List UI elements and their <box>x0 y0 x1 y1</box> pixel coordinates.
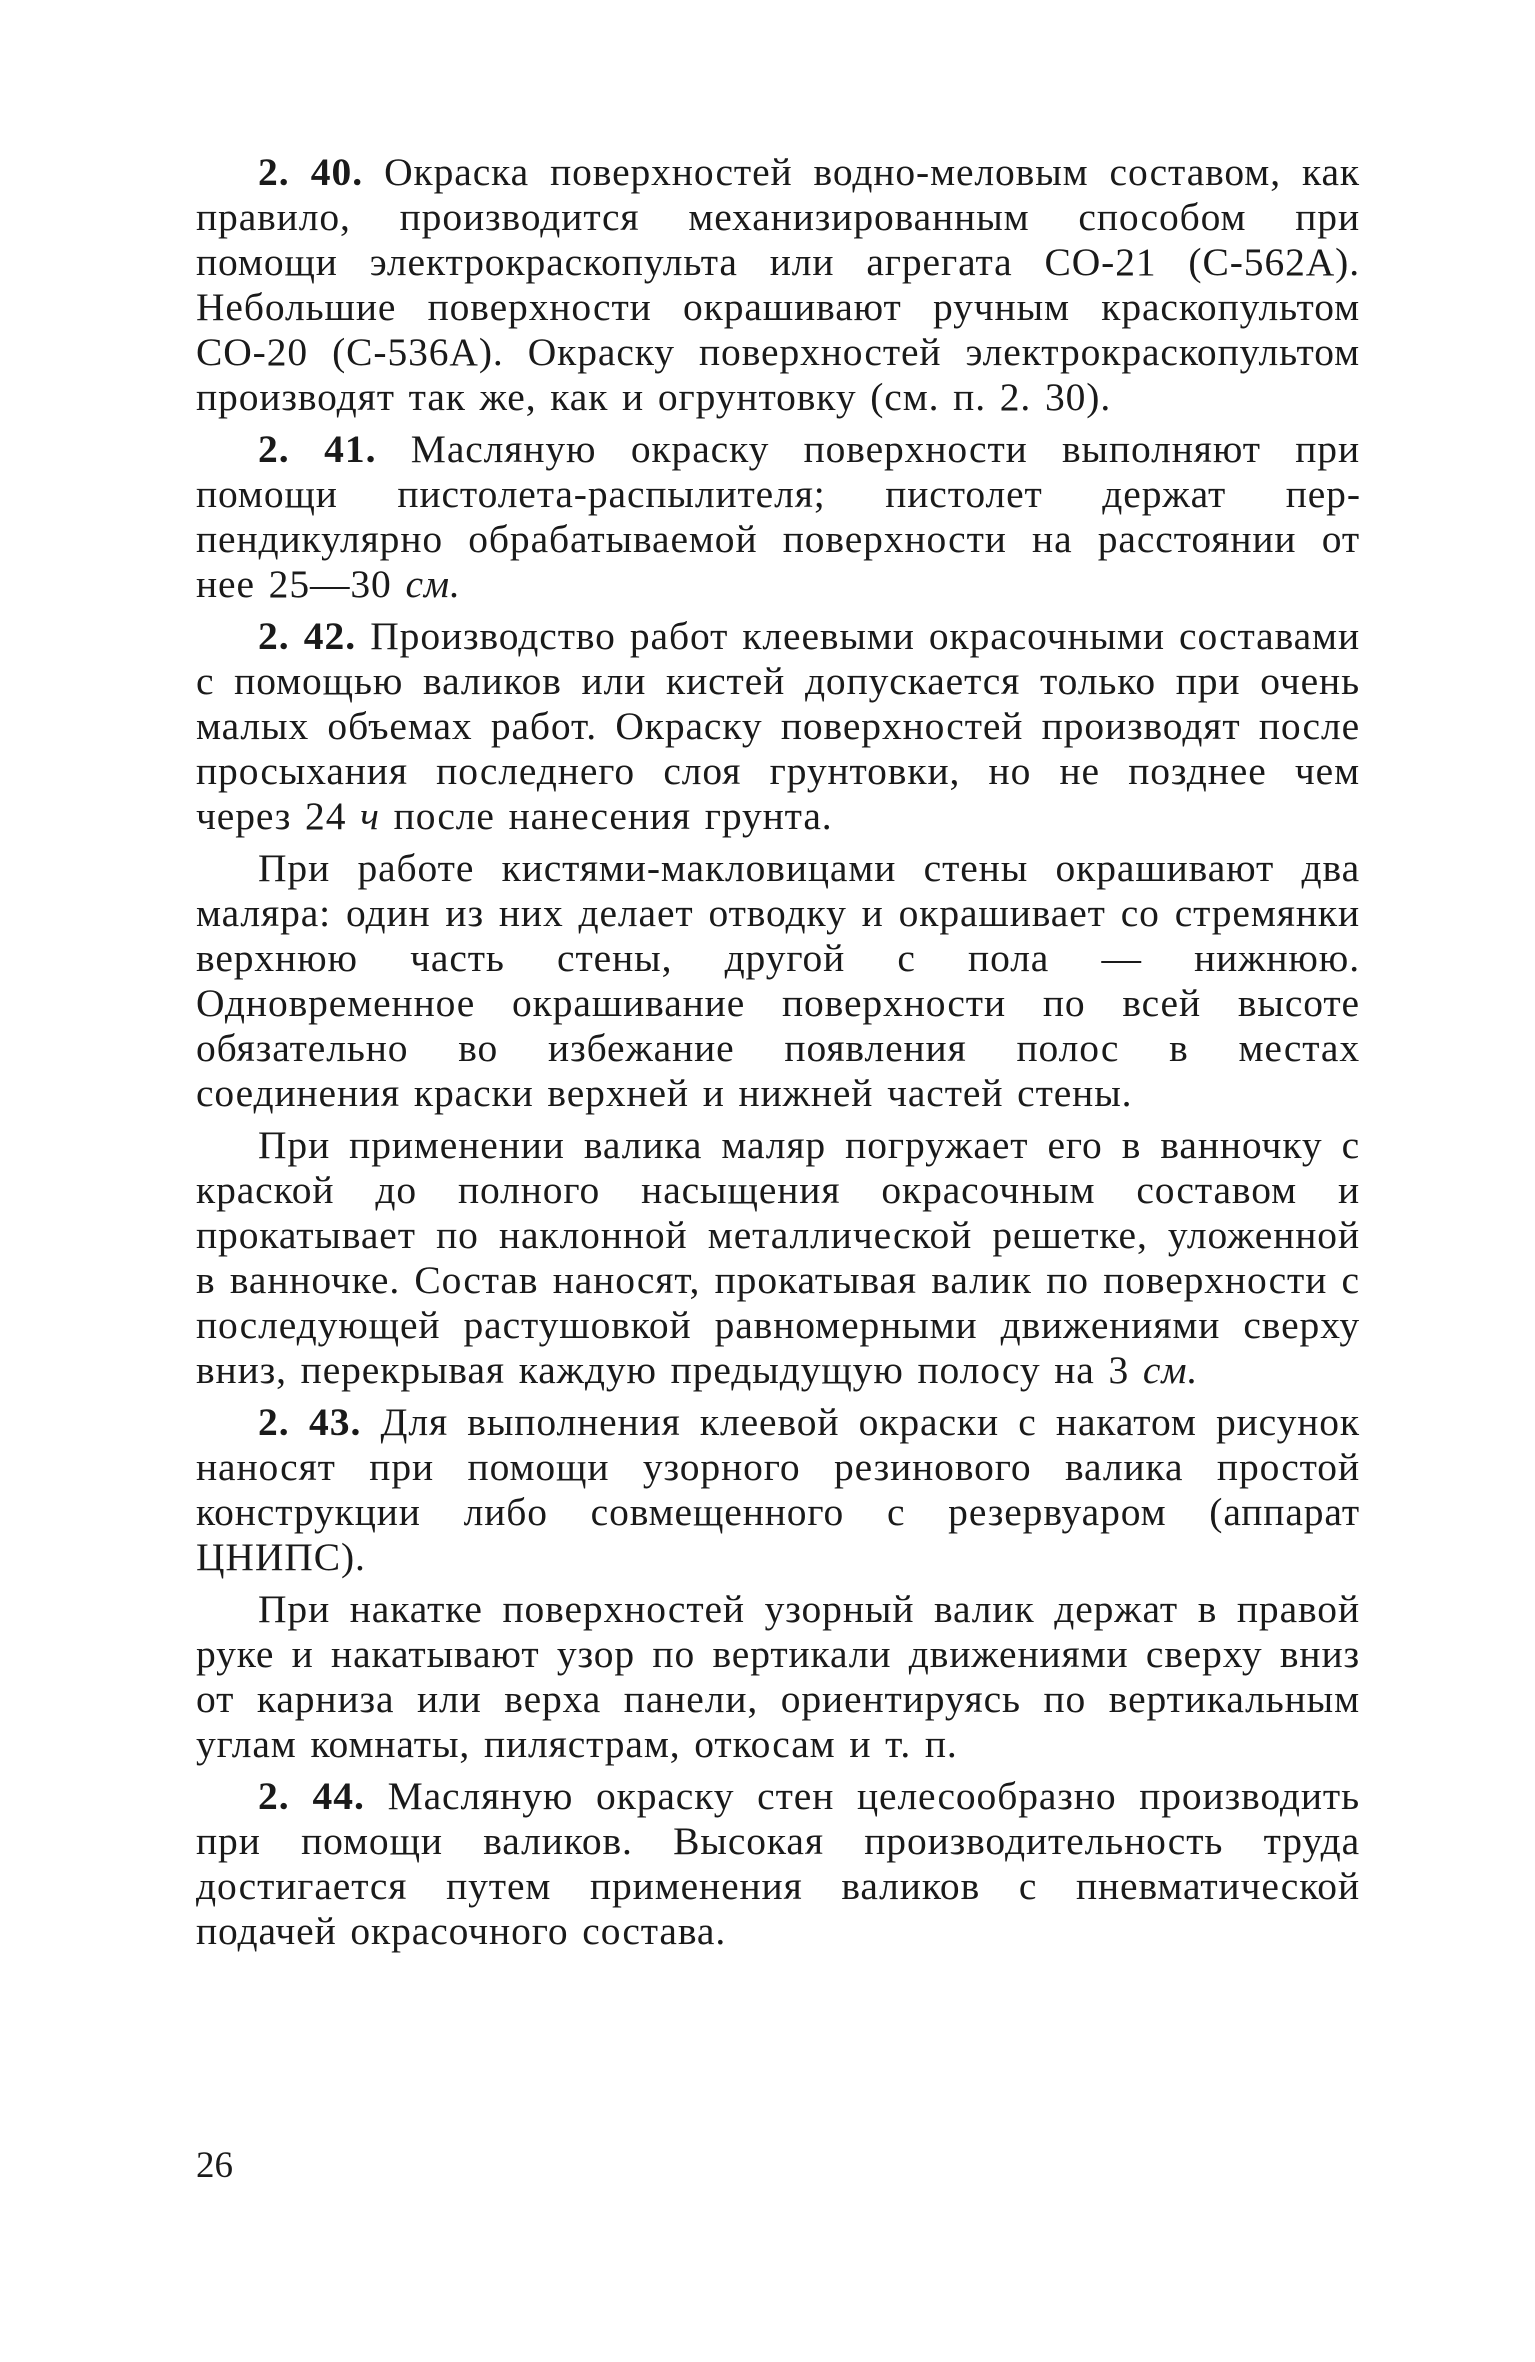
paragraph-text: При применении валика маляр погружает его в ванночку с краской до полного насыщения окрасочным составом и прокатывает по наклонной металлической решетке, уложенной в ванночке. Состав наносят, прокатывая валик по поверхности с последующей растушовкой равномерными движениями сверху вниз, перекрывая каждую предыдущую полосу на 3 <box>196 1123 1360 1392</box>
paragraph-text: Масляную окраску стен целесообразно производить при помощи валиков. Высокая производительность труда достигается путем применения валиков с пневматической подачей окрасочного состава. <box>196 1774 1360 1953</box>
paragraph-brushes <box>196 846 1360 1116</box>
paragraph-text: после нанесения грунта. <box>379 794 833 838</box>
clause-number: 2. 43. <box>258 1400 362 1444</box>
paragraph-2-42 <box>196 614 1360 839</box>
page-number: 26 <box>196 2145 233 2186</box>
clause-number: 2. 44. <box>258 1774 365 1818</box>
unit-text: см. <box>405 562 461 606</box>
paragraph-2-40 <box>196 150 1360 420</box>
paragraph-text: Для выполнения клеевой окраски с накатом рисунок наносят при помощи узорного резинового валика простой конструкции либо совмещенного с резервуаром (аппарат ЦНИПС). <box>196 1400 1360 1579</box>
unit-text: см. <box>1142 1348 1199 1392</box>
paragraph-text: При работе кистями-макловицами стены окрашивают два маляра: один из них делает отводку и окрашивает со стремянки верхнюю часть стены, другой с пола — нижнюю. Одновременное окрашивание поверхности по всей высоте обязательно во избежание появления полос в местах соединения краски верхней и нижней частей стены. <box>196 846 1360 1115</box>
paragraph-text: Масляную окраску поверхности выполняют при помощи пистолета-распылителя; пистолет держат перпендикулярно обрабатываемой поверхности на расстоянии от нее 25—30 <box>196 427 1360 606</box>
clause-number: 2. 42. <box>258 614 357 658</box>
clause-number: 2. 40. <box>258 150 364 194</box>
paragraph-text: Производство работ клеевыми окрасочными составами с помощью валиков или кистей допускается только при очень малых объемах работ. Окраску поверхностей производят после просыхания последнего слоя грунтовки, но не позднее чем через 24 <box>196 614 1360 838</box>
paragraph-2-44 <box>196 1774 1360 1954</box>
paragraph-pattern-roller <box>196 1587 1360 1767</box>
paragraph-roller <box>196 1123 1360 1393</box>
body-text <box>196 150 1360 1961</box>
paragraph-text: Окраска поверхностей водно-меловым составом, как правило, производится механизированным способом при помощи электрокраскопульта или агрегата СО-21 (С-562А). Небольшие поверхности окрашивают ручным краскопультом СО-20 (С-536А). Окраску поверхностей электрокраскопультом производят так же, как и огрунтовку (см. п. 2. 30). <box>196 150 1360 419</box>
paragraph-text: При накатке поверхностей узорный валик держат в правой руке и накатывают узор по вертикали движениями сверху вниз от карниза или верха панели, ориентируясь по вертикальным углам комнаты, пилястрам, откосам и т. п. <box>196 1587 1360 1766</box>
clause-number: 2. 41. <box>258 427 377 471</box>
paragraph-2-41 <box>196 427 1360 607</box>
unit-text: ч <box>360 794 380 838</box>
paragraph-2-43 <box>196 1400 1360 1580</box>
